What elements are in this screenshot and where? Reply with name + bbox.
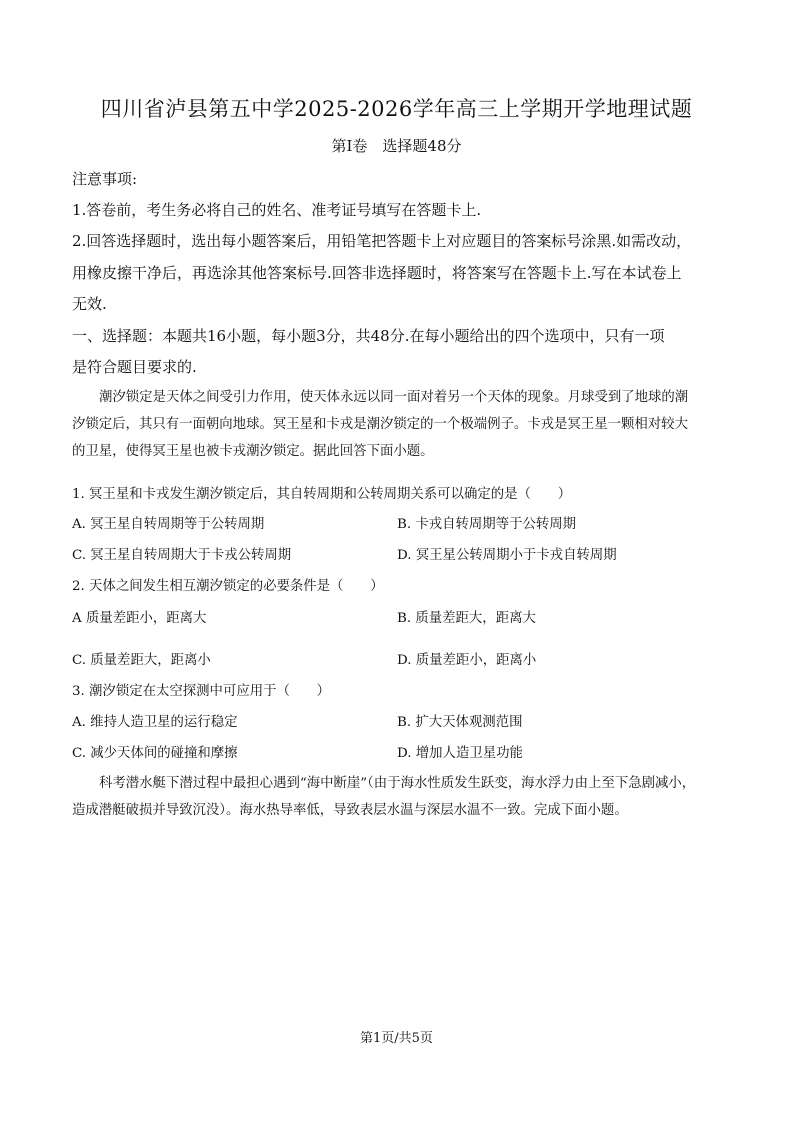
question-3-option-d: D. 增加人造卫星功能 bbox=[397, 746, 523, 761]
notice-item-2-line-1: 2.回答选择题时，选出每小题答案后，用铅笔把答题卡上对应题目的答案标号涂黑.如需改动， bbox=[72, 232, 692, 250]
question-3-option-c: C. 减少天体间的碰撞和摩擦 bbox=[72, 746, 238, 761]
question-1-option-b: B. 卡戎自转周期等于公转周期 bbox=[397, 517, 577, 532]
question-3-option-a: A. 维持人造卫星的运行稳定 bbox=[72, 715, 238, 730]
page-number: 第1页/共5页 bbox=[360, 1031, 433, 1046]
question-2-option-c: C. 质量差距大，距离小 bbox=[72, 653, 211, 668]
passage-2 bbox=[72, 770, 724, 824]
question-2-stem: 2. 天体之间发生相互潮汐锁定的必要条件是（ ） bbox=[72, 579, 384, 594]
passage-2-line-1: 科考潜水艇下潜过程中最担心遇到“海中断崖”（由于海水性质发生跃变，海水浮力由上至下急剧减小， bbox=[99, 776, 696, 791]
question-1-option-a: A. 冥王星自转周期等于公转周期 bbox=[72, 517, 265, 532]
question-2-option-a: A 质量差距小，距离大 bbox=[72, 611, 207, 626]
question-1-option-c: C. 冥王星自转周期大于卡戎公转周期 bbox=[72, 548, 292, 563]
question-3-option-b: B. 扩大天体观测范围 bbox=[397, 715, 523, 730]
notice-item-1: 1.答卷前，考生务必将自己的姓名、准考证号填写在答题卡上. bbox=[72, 201, 482, 219]
passage-2-line-2: 造成潜艇破损并导致沉没）。海水热导率低，导致表层水温与深层水温不一致。完成下面小题。 bbox=[72, 803, 628, 818]
notice-item-2-line-2: 用橡皮擦干净后，再选涂其他答案标号.回答非选择题时，将答案写在答题卡上.写在本试卷上 bbox=[72, 264, 682, 282]
passage-1 bbox=[72, 384, 724, 465]
question-2-option-b: B. 质量差距大，距离大 bbox=[397, 611, 536, 626]
question-3-stem: 3. 潮汐锁定在太空探测中可应用于（ ） bbox=[72, 684, 331, 699]
notice-item-2-line-3: 无效. bbox=[72, 295, 107, 313]
question-1-option-d: D. 冥王星公转周期小于卡戎自转周期 bbox=[397, 548, 617, 563]
section-instruction-line-1: 一、选择题：本题共16小题，每小题3分，共48分.在每小题给出的四个选项中，只有一项 bbox=[72, 327, 665, 345]
question-1-stem: 1. 冥王星和卡戎发生潮汐锁定后，其自转周期和公转周期关系可以确定的是（ ） bbox=[72, 487, 572, 502]
section-subtitle: 第I卷 选择题48分 bbox=[331, 137, 462, 155]
notice-heading: 注意事项: bbox=[72, 170, 138, 188]
exam-title: 四川省泸县第五中学2025-2026学年高三上学期开学地理试题 bbox=[100, 97, 693, 121]
passage-1-line-1: 潮汐锁定是天体之间受引力作用，使天体永远以同一面对着另一个天体的现象。月球受到了地球的潮 bbox=[99, 390, 689, 405]
question-2-option-d: D. 质量差距小，距离小 bbox=[397, 653, 537, 668]
section-instruction-line-2: 是符合题目要求的. bbox=[72, 358, 197, 376]
passage-1-line-2: 汐锁定后，其只有一面朝向地球。冥王星和卡戎是潮汐锁定的一个极端例子。卡戎是冥王星一颗相对较大 bbox=[72, 417, 688, 432]
passage-1-line-3: 的卫星，使得冥王星也被卡戎潮汐锁定。据此回答下面小题。 bbox=[72, 444, 434, 459]
